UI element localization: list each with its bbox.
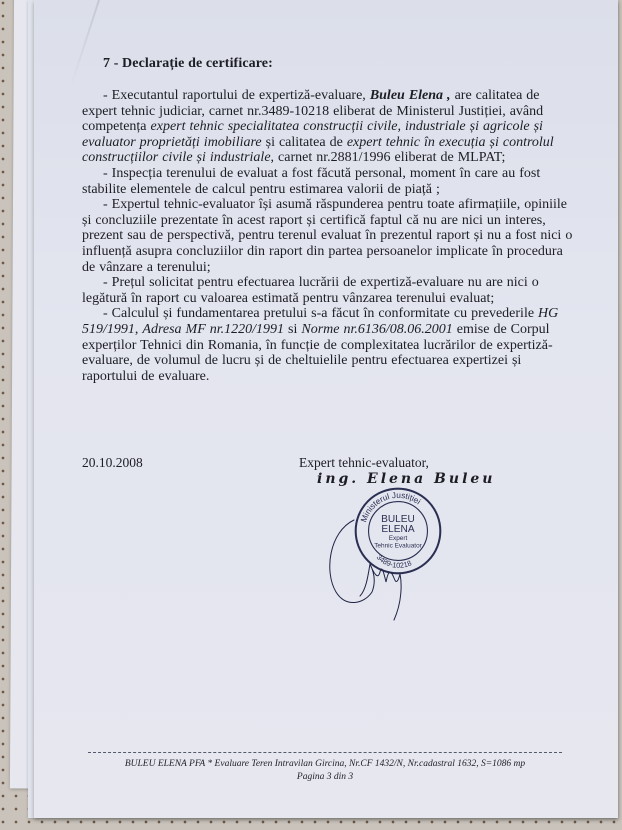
italic-text: HG 519/1991: [82, 306, 559, 337]
paragraph-calculation: [82, 306, 576, 384]
italic-text: expert tehnic specialitatea construcții civile, industriale și agricole și evaluator proprietăți imobiliare: [82, 119, 543, 150]
text: emise de Corpul experților Tehnici din Romania, în funcție de complexitatea lucrărilor de expertiză-evaluare, de volumul de lucru și de cheltuielile pentru efectuarea expertizei și raportului de evaluare.: [82, 321, 553, 384]
signer-name: ing. Elena Buleu: [317, 471, 496, 487]
text: ,: [134, 321, 143, 337]
text: si: [284, 321, 302, 337]
italic-text: Adresa MF nr.1220/1991: [142, 321, 285, 337]
footer-divider: [88, 752, 562, 753]
svg-text:Tehnic Evaluator: Tehnic Evaluator: [374, 542, 422, 550]
italic-text: Norme nr.6136/08.06.2001: [301, 321, 453, 337]
paragraph-inspection: - Inspecția terenului de evaluat a fost făcută personal, moment în care au fost stabilite elementele de calcul pentru estimarea valorii de piață ;: [82, 165, 541, 197]
text: - Calculul și fundamentarea pretului s-a făcut în conformitate cu prevederile: [103, 306, 539, 322]
svg-text:Ministerul Justiției: Ministerul Justiției: [359, 490, 423, 524]
document-date: 20.10.2008: [82, 455, 143, 470]
text: și calitatea de: [261, 134, 347, 150]
page-number: Pagina 3 din 3: [296, 772, 354, 782]
document-page: [34, 0, 618, 818]
svg-text:ELENA: ELENA: [381, 523, 415, 535]
text: are calitatea de expert tehnic judiciar, carnet nr.3489-10218 eliberat de Ministerul Justiției, având competența: [82, 88, 544, 135]
footer-text: BULEU ELENA PFA * Evaluare Teren Intravilan Gircina, Nr.CF 1432/N, Nr.cadastral 1632, S=1086 mp: [124, 759, 526, 769]
signer-title: Expert tehnic-evaluator,: [299, 455, 429, 470]
paragraph-executant: [82, 88, 576, 166]
expert-name: Buleu Elena ,: [369, 88, 451, 103]
italic-text: expert tehnic în execuția și controlul construcțiilor civile și industriale: [82, 134, 554, 166]
paragraph-responsibility: - Expertul tehnic-evaluator își asumă răspunderea pentru toate afirmațiile, opiniile și concluziile prezentate în acest raport și certifică faptul că nu are nici un interes, prezent sau de perspectivă, pentru terenul evaluat în prezentul raport și nu a fost nici o influență asupra concluziilor din raport din partea persoanelor implicate în procedura de vânzare a terenului;: [82, 197, 573, 275]
text: , carnet nr.2881/1996 eliberat de MLPAT;: [270, 150, 506, 166]
certification-section: [82, 56, 576, 384]
text: - Executantul raportului de expertiză-evaluare,: [103, 88, 370, 103]
handwritten-signature-icon: [324, 512, 434, 622]
svg-text:BULEU: BULEU: [381, 513, 415, 525]
section-heading: 7 - Declarație de certificare:: [103, 56, 273, 71]
svg-text:3489-10218: 3489-10218: [374, 552, 413, 570]
svg-text:Expert: Expert: [388, 535, 408, 543]
paragraph-price: - Prețul solicitat pentru efectuarea lucrării de expertiză-evaluare nu are nici o legătură în raport cu valoarea estimată pentru vânzarea terenului evaluat;: [82, 275, 539, 306]
